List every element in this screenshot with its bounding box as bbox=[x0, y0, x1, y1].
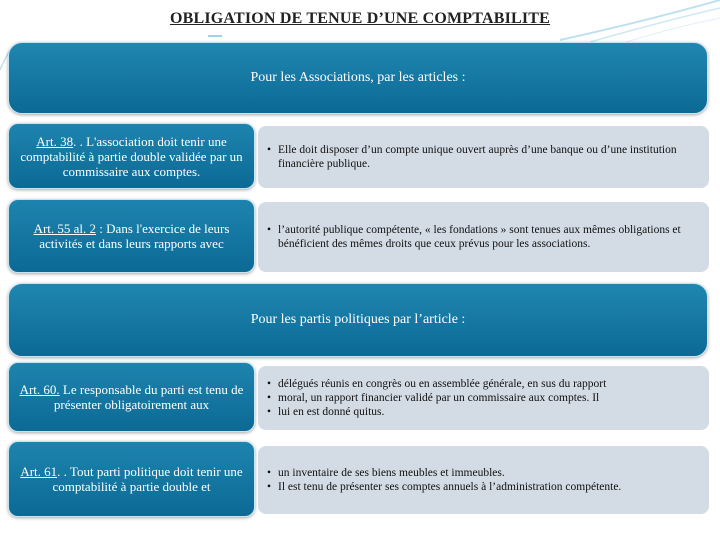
article-60-bullets bbox=[264, 377, 606, 419]
page-title: OBLIGATION DE TENUE D’UNE COMPTABILITE bbox=[169, 10, 551, 27]
list-item: • un inventaire de ses biens meubles et immeubles. bbox=[278, 466, 621, 480]
article-61-box bbox=[8, 441, 255, 517]
article-60-text: Art. 60. Le responsable du parti est tenu de présenter obligatoirement aux bbox=[19, 382, 244, 412]
article-55-box bbox=[8, 199, 255, 273]
article-60-ref: Art. 60. bbox=[19, 382, 60, 397]
article-61-bullets bbox=[264, 466, 621, 494]
list-item: • moral, un rapport financier validé par un commissaire aux comptes. Il bbox=[278, 391, 606, 405]
partis-header: Pour les partis politiques par l’article : bbox=[250, 312, 466, 327]
article-55-text: Art. 55 al. 2 : Dans l'exercice de leurs activités et dans leurs rapports avec bbox=[33, 221, 230, 251]
article-38-ref: Art. 38 bbox=[36, 133, 74, 149]
list-item: • délégués réunis en congrès ou en assemblée générale, en sus du rapport bbox=[278, 377, 606, 391]
article-60-details bbox=[258, 366, 709, 430]
article-55-ref: Art. 55 al. 2 bbox=[33, 221, 97, 236]
article-55-bullets bbox=[264, 223, 703, 251]
article-38-details bbox=[258, 126, 709, 188]
partis-banner bbox=[8, 283, 708, 357]
article-38-bullets bbox=[264, 143, 703, 171]
article-61-ref: Art. 61 bbox=[20, 464, 58, 479]
article-38-text: Art. 38. . L'association doit tenir une comptabilité à partie double validée par un commissaire aux comptes. bbox=[20, 133, 243, 179]
associations-banner bbox=[8, 42, 708, 114]
list-item: • lui en est donné quitus. bbox=[278, 405, 606, 419]
list-item: • l’autorité publique compétente, « les fondations » sont tenues aux mêmes obligations et bénéficient des mêmes droits que ceux prévus pour les associations. bbox=[278, 223, 703, 251]
article-61-details bbox=[258, 446, 709, 514]
article-38-box bbox=[8, 123, 255, 189]
associations-header: Pour les Associations, par les articles : bbox=[250, 70, 466, 85]
list-item: • Elle doit disposer d’un compte unique ouvert auprès d’une banque ou d’une institution financière publique. bbox=[278, 143, 703, 171]
article-60-box bbox=[8, 362, 255, 432]
list-item: • Il est tenu de présenter ses comptes annuels à l’administration compétente. bbox=[278, 480, 621, 494]
article-55-details bbox=[258, 202, 709, 272]
article-61-text: Art. 61. . Tout parti politique doit tenir une comptabilité à partie double et bbox=[20, 464, 243, 494]
